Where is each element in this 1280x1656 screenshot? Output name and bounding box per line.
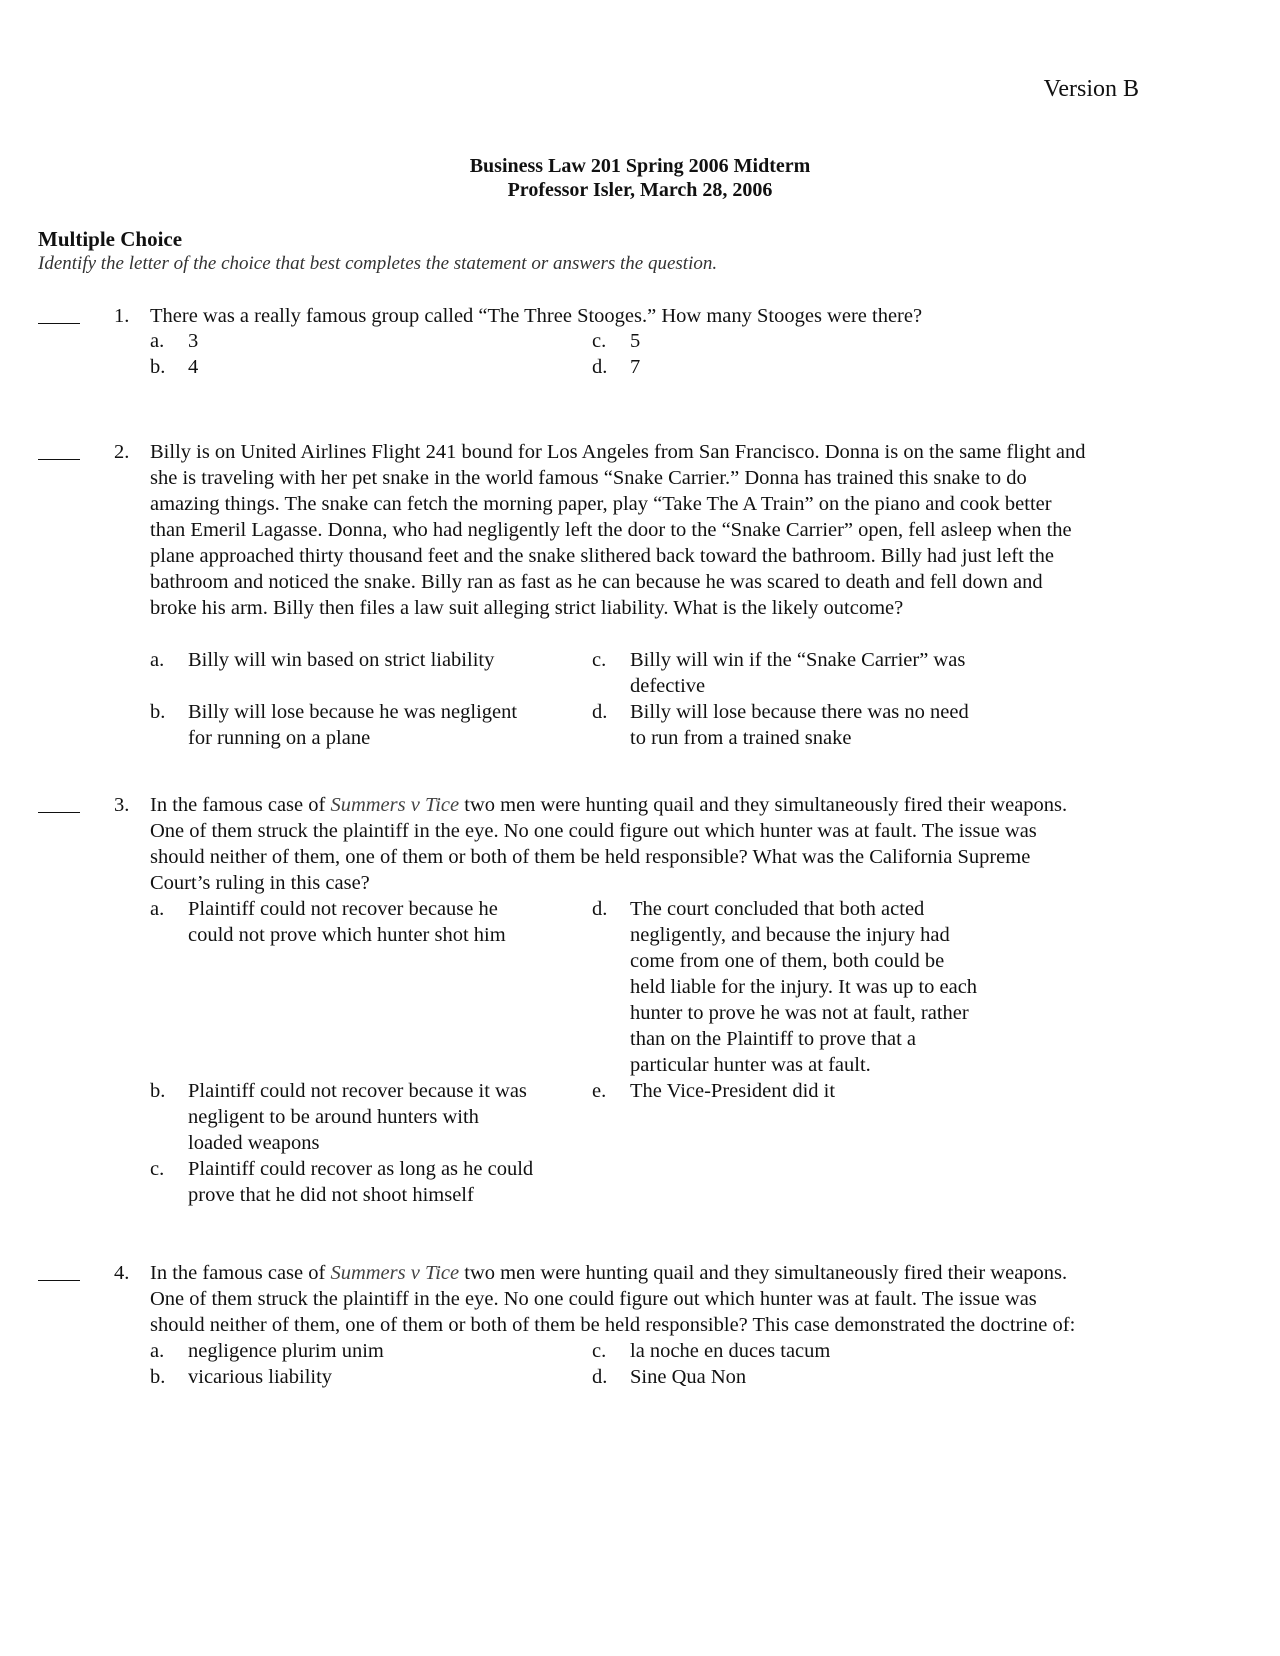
option-text: Billy will lose because there was no need [630,701,969,723]
question-stem-line: Court’s ruling in this case? [150,872,370,894]
option-text: Billy will win based on strict liability [188,649,495,671]
option-text: Billy will lose because he was negligent [188,701,518,723]
option-letter: c. [150,1158,165,1180]
exam-title: Business Law 201 Spring 2006 Midterm [469,155,811,177]
option-text: come from one of them, both could be [630,950,945,972]
option-letter: a. [150,898,165,920]
case-name: Summers v Tice [330,794,460,816]
stem-suffix: two men were hunting quail and they simultaneously fired their weapons. [459,794,1068,816]
version-label: Version B [1043,76,1139,102]
option-text: negligently, and because the injury had [630,924,950,946]
option-letter: c. [592,330,607,352]
option-text: defective [630,675,706,697]
option-text: could not prove which hunter shot him [188,924,506,946]
option-text: than on the Plaintiff to prove that a [630,1028,916,1050]
question-stem-line: she is traveling with her pet snake in the world famous “Snake Carrier.” Donna has trained this snake to do [150,467,1027,489]
option-letter: b. [150,701,166,723]
option-text: vicarious liability [188,1366,333,1388]
option-text: Plaintiff could not recover because it was [188,1080,527,1102]
answer-blank[interactable] [38,323,80,324]
question-number: 3. [114,794,130,816]
option-letter: b. [150,356,166,378]
stem-suffix: two men were hunting quail and they simultaneously fired their weapons. [459,1262,1068,1284]
answer-blank[interactable] [38,1280,80,1281]
option-text: The Vice-President did it [630,1080,836,1102]
option-letter: a. [150,1340,165,1362]
option-text: la noche en duces tacum [630,1340,831,1362]
option-letter: b. [150,1080,166,1102]
section-heading: Multiple Choice [38,227,183,251]
question-stem-line [150,792,1200,818]
option-text: held liable for the injury. It was up to each [630,976,978,998]
question-stem-line: plane approached thirty thousand feet and the snake slithered back toward the bathroom. Billy had just left the [150,545,1055,567]
option-text: negligent to be around hunters with [188,1106,479,1128]
option-text: Plaintiff could recover as long as he could [188,1158,534,1180]
option-text: 4 [188,356,199,378]
option-text: negligence plurim unim [188,1340,384,1362]
option-letter: d. [592,1366,608,1388]
option-letter: a. [150,649,165,671]
option-text: Billy will win if the “Snake Carrier” was [630,649,966,671]
option-letter: e. [592,1080,607,1102]
option-letter: d. [592,701,608,723]
question-stem-line: Billy is on United Airlines Flight 241 bound for Los Angeles from San Francisco. Donna is on the same flight and [150,441,1086,463]
question-stem-line: One of them struck the plaintiff in the eye. No one could figure out which hunter was at fault. The issue was [150,820,1037,842]
option-letter: c. [592,649,607,671]
question-number: 2. [114,441,130,463]
exam-subtitle: Professor Isler, March 28, 2006 [507,179,773,201]
question-stem-line: should neither of them, one of them or both of them be held responsible? This case demonstrated the doctrine of: [150,1314,1076,1336]
case-name: Summers v Tice [330,1262,460,1284]
option-text: 5 [630,330,641,352]
option-letter: d. [592,898,608,920]
answer-blank[interactable] [38,459,80,460]
option-text: for running on a plane [188,727,371,749]
option-letter: d. [592,356,608,378]
option-text: to run from a trained snake [630,727,852,749]
stem-prefix: In the famous case of [150,794,331,816]
option-letter: c. [592,1340,607,1362]
option-text: Plaintiff could not recover because he [188,898,498,920]
answer-blank[interactable] [38,812,80,813]
question-stem-line: should neither of them, one of them or both of them be held responsible? What was the California Supreme [150,846,1031,868]
section-instructions: Identify the letter of the choice that best completes the statement or answers the question. [38,253,718,274]
stem-prefix: In the famous case of [150,1262,331,1284]
question-stem-line [150,1260,1200,1286]
question-stem-line: One of them struck the plaintiff in the eye. No one could figure out which hunter was at fault. The issue was [150,1288,1037,1310]
question-stem-line: than Emeril Lagasse. Donna, who had negligently left the door to the “Snake Carrier” open, fell asleep when the [150,519,1072,541]
question-number: 4. [114,1262,130,1284]
option-text: loaded weapons [188,1132,320,1154]
option-text: 3 [188,330,199,352]
option-text: 7 [630,356,641,378]
question-stem-line: broke his arm. Billy then files a law suit alleging strict liability. What is the likely outcome? [150,597,904,619]
question-stem: There was a really famous group called “The Three Stooges.” How many Stooges were there? [150,305,923,327]
option-letter: b. [150,1366,166,1388]
question-stem-line: bathroom and noticed the snake. Billy ran as fast as he can because he was scared to death and fell down and [150,571,1043,593]
option-letter: a. [150,330,165,352]
option-text: particular hunter was at fault. [630,1054,871,1076]
question-number: 1. [114,305,130,327]
question-stem-line: amazing things. The snake can fetch the morning paper, play “Take The A Train” on the piano and cook better [150,493,1052,515]
option-text: hunter to prove he was not at fault, rather [630,1002,969,1024]
option-text: Sine Qua Non [630,1366,747,1388]
option-text: The court concluded that both acted [630,898,925,920]
option-text: prove that he did not shoot himself [188,1184,474,1206]
